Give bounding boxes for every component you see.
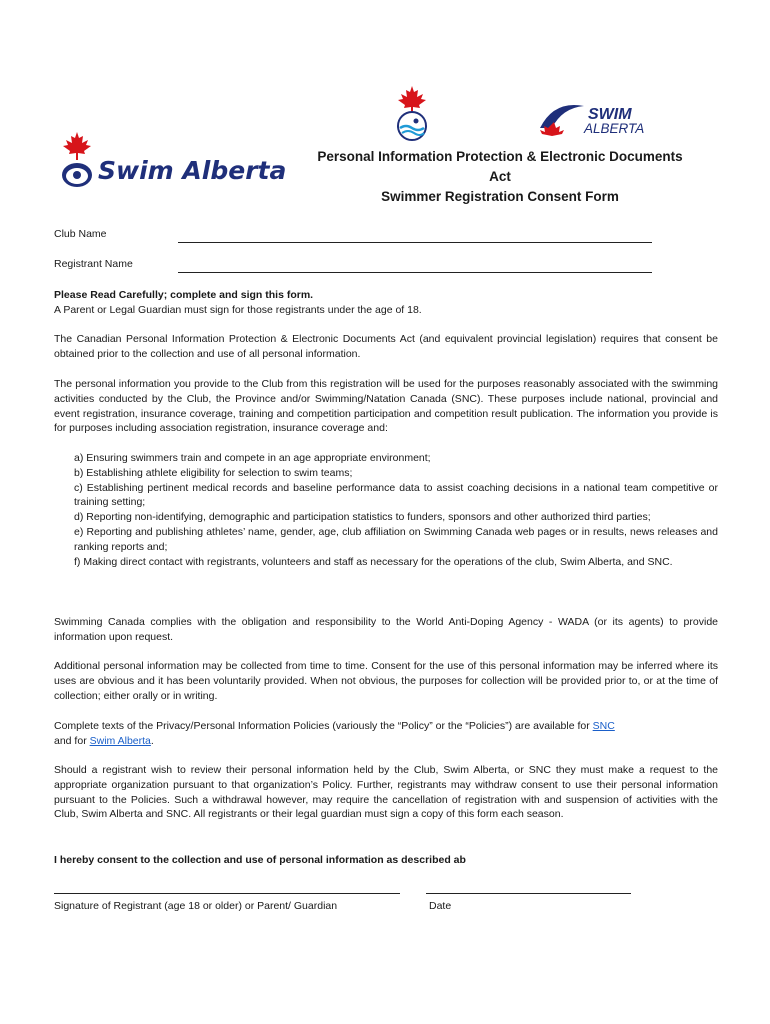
paragraph-pipeda: The Canadian Personal Information Protection & Electronic Documents Act (and equivalent provincial legislation) requires that consent be obtained prior to the collection and use of all personal information.: [54, 333, 718, 360]
paragraph-policies: [54, 719, 718, 749]
club-name-input-line[interactable]: [178, 242, 652, 243]
title-line-3: Swimmer Registration Consent Form: [381, 189, 619, 204]
date-label: Date: [429, 900, 452, 912]
paragraph-wada: Swimming Canada complies with the obligation and responsibility to the World Anti-Doping Agency - WADA (or its agents) to provide information upon request.: [54, 616, 718, 643]
swimmer-emblem-icon: [60, 159, 94, 189]
notice-heading: Please Read Carefully; complete and sign this form.: [54, 289, 314, 301]
paragraph-additional-info: Additional personal information may be collected from time to time. Consent for the use of this personal information may be inferred where its uses are obvious and it has been voluntarily provided. When not obvious, the purposes for collection will be provided prior to, or at the time of collection; either orally or in writing.: [54, 660, 718, 702]
snc-policy-link[interactable]: SNC: [592, 720, 615, 732]
swim-alberta-logo-left: [58, 132, 287, 192]
purpose-list: [54, 451, 718, 569]
policies-text-pre: Complete texts of the Privacy/Personal Information Policies (variously the “Policy” or the “Policies”) are available for: [54, 720, 593, 732]
title-line-2: Act: [489, 169, 511, 184]
purpose-item-a: a) Ensuring swimmers train and compete in an age appropriate environment;: [74, 452, 431, 464]
purpose-item-f: f) Making direct contact with registrants, volunteers and staff as necessary for the operations of the club, Swim Alberta, and SNC.: [74, 555, 673, 568]
purpose-item-d: d) Reporting non-identifying, demographic and participation statistics to funders, sponsors and other authorized third parties;: [74, 511, 651, 524]
purpose-item-e: e) Reporting and publishing athletes’ name, gender, age, club affiliation on Swimming Canada web pages or in results, news releases and ranking reports and;: [74, 525, 718, 553]
registrant-name-label: Registrant Name: [54, 258, 133, 270]
consent-statement: I hereby consent to the collection and use of personal information as described ab: [54, 854, 466, 866]
title-line-1: Personal Information Protection & Electronic Documents: [317, 149, 683, 164]
swim-alberta-policy-link[interactable]: Swim Alberta: [89, 734, 151, 747]
registrant-name-input-line[interactable]: [178, 272, 652, 273]
logo-right-line1: SWIM: [588, 106, 632, 123]
paragraph-review-withdraw: Should a registrant wish to review their personal information held by the Club, Swim Alberta, or SNC they must make a request to the appropriate organization pursuant to that organization’s Policy. Further, registrants may withdraw consent to use their personal information pursuant to the Policies. Such a withdrawal however, may require the cancellation of registration with and suspension of activities with the Club, Swim Alberta and SNC. All registrants or their legal guardian must sign a copy of this form each season.: [54, 764, 718, 821]
swoosh-maple-icon: [532, 100, 592, 144]
date-line[interactable]: [426, 893, 631, 894]
form-title: [270, 147, 730, 207]
signature-line[interactable]: [54, 893, 400, 894]
logo-right-line2: ALBERTA: [584, 121, 645, 136]
swimming-canada-logo: [387, 86, 437, 142]
maple-leaf-swimmer-icon: [387, 86, 437, 142]
swim-alberta-logo-right: [532, 100, 657, 145]
paragraph-purposes: The personal information you provide to the Club from this registration will be used for the purposes reasonably associated with the swimming activities conducted by the Club, the Province and/or Swimming/Natation Canada (SNC). These purposes include national, provincial and event registration, insurance coverage, training and competition participation and competition result publication. The information you provide is for purposes including association registration, insurance coverage and:: [54, 378, 718, 435]
signature-label: Signature of Registrant (age 18 or older) or Parent/ Guardian: [54, 900, 338, 912]
policies-text-mid: and for: [54, 734, 90, 747]
notice-subheading: A Parent or Legal Guardian must sign for those registrants under the age of 18.: [54, 304, 422, 316]
maple-leaf-icon: [62, 132, 92, 160]
club-name-label: Club Name: [54, 228, 107, 240]
logo-left-text: Swim Alberta: [98, 156, 287, 185]
purpose-item-b: b) Establishing athlete eligibility for selection to swim teams;: [74, 466, 353, 479]
purpose-item-c: c) Establishing pertinent medical records and baseline performance data to assist coaching decisions in a national team competitive or training setting;: [74, 481, 718, 509]
policies-text-end: .: [150, 734, 154, 747]
